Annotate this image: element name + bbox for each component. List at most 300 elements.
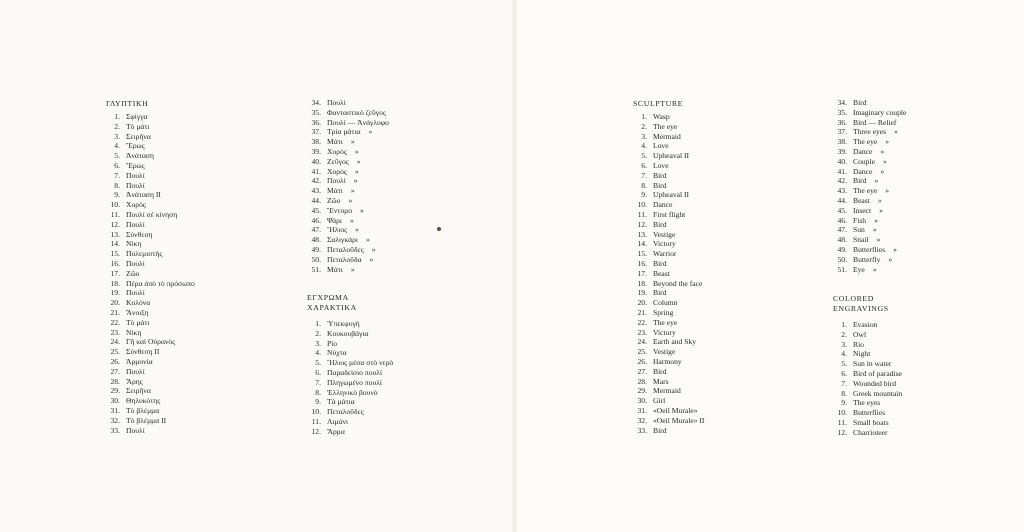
ditto-mark: » bbox=[369, 254, 374, 264]
list-item bbox=[833, 379, 1018, 389]
list-item bbox=[307, 407, 507, 417]
item-title: Imaginary couple bbox=[853, 107, 907, 117]
list-item bbox=[833, 398, 1018, 408]
item-title: Ἔρως bbox=[126, 160, 145, 170]
list-item bbox=[833, 428, 1018, 438]
item-number: 28. bbox=[110, 376, 120, 386]
item-number: 18. bbox=[637, 278, 647, 288]
item-number: 12. bbox=[110, 219, 120, 229]
item-title: Beast bbox=[653, 268, 670, 278]
item-number: 11. bbox=[311, 416, 321, 426]
item-title: Χορὸς bbox=[327, 166, 347, 176]
list-item bbox=[833, 369, 1018, 379]
list-item bbox=[633, 318, 823, 328]
item-number: 46. bbox=[837, 215, 847, 225]
item-title: «Oeil Murale» II bbox=[653, 415, 705, 425]
list-item bbox=[633, 171, 823, 181]
english-sculpture-continued-column bbox=[833, 98, 1018, 274]
item-number: 2. bbox=[114, 121, 120, 131]
item-number: 16. bbox=[637, 258, 647, 268]
english-engravings-column bbox=[833, 294, 1018, 438]
item-number: 3. bbox=[641, 131, 647, 141]
item-title: Πουλί bbox=[327, 176, 346, 186]
item-number: 21. bbox=[110, 307, 120, 317]
item-number: 8. bbox=[315, 387, 321, 397]
item-number: 16. bbox=[110, 258, 120, 268]
item-number: 5. bbox=[641, 151, 647, 161]
item-title: Bird of paradise bbox=[853, 368, 902, 378]
item-title: Bird — Relief bbox=[853, 117, 897, 127]
list-item bbox=[633, 386, 823, 396]
list-item bbox=[106, 269, 296, 279]
list-item bbox=[106, 406, 296, 416]
item-number: 10. bbox=[637, 200, 647, 210]
list-item bbox=[307, 137, 507, 147]
list-item bbox=[633, 122, 823, 132]
item-title: Ἔντομο bbox=[327, 205, 353, 215]
item-title: Night bbox=[853, 349, 871, 359]
item-number: 32. bbox=[110, 415, 120, 425]
list-item bbox=[106, 357, 296, 367]
item-title: Γῆ καὶ Οὐρανὸς bbox=[126, 337, 176, 347]
item-number: 34. bbox=[311, 98, 321, 107]
item-number: 30. bbox=[637, 396, 647, 406]
item-title: Spring bbox=[653, 307, 674, 317]
item-number: 25. bbox=[110, 347, 120, 357]
item-title: Bird bbox=[853, 98, 867, 107]
list-item bbox=[307, 98, 507, 108]
list-item bbox=[307, 388, 507, 398]
item-title: Harmony bbox=[653, 356, 682, 366]
item-title: Victory bbox=[653, 327, 676, 337]
item-title: Ψάρι bbox=[327, 215, 342, 225]
item-number: 20. bbox=[637, 298, 647, 308]
item-number: 36. bbox=[837, 117, 847, 127]
list-item bbox=[833, 176, 1018, 186]
item-title: Πεταλοῦδα bbox=[327, 254, 362, 264]
ditto-mark: » bbox=[880, 166, 885, 176]
list-item bbox=[633, 288, 823, 298]
item-title: Bird bbox=[853, 176, 867, 186]
item-number: 31. bbox=[637, 405, 647, 415]
item-title: Πεταλοῦδες bbox=[327, 407, 364, 417]
item-number: 17. bbox=[637, 268, 647, 278]
item-number: 36. bbox=[311, 117, 321, 127]
list-item bbox=[106, 132, 296, 142]
item-number: 27. bbox=[637, 366, 647, 376]
item-title: Ὑπεκφυγή bbox=[327, 319, 360, 328]
list-item bbox=[106, 122, 296, 132]
list-item bbox=[307, 235, 507, 245]
item-title: Πουλί bbox=[327, 98, 346, 107]
item-title: Κολόνα bbox=[126, 298, 151, 308]
list-item bbox=[833, 255, 1018, 265]
list-item bbox=[633, 426, 823, 436]
ink-spot-mark bbox=[437, 227, 441, 231]
item-number: 45. bbox=[311, 205, 321, 215]
item-title: Πέρα ἀπὸ τὸ πρόσωπο bbox=[126, 278, 195, 288]
item-number: 15. bbox=[637, 249, 647, 259]
list-item bbox=[633, 367, 823, 377]
list-item bbox=[307, 329, 507, 339]
item-title: Three eyes bbox=[853, 127, 887, 137]
item-number: 9. bbox=[114, 190, 120, 200]
greek-sculpture-column bbox=[106, 99, 296, 435]
list-item bbox=[633, 279, 823, 289]
list-item bbox=[633, 416, 823, 426]
item-title: Ἔρως bbox=[126, 141, 145, 151]
item-title: Wounded bird bbox=[853, 378, 897, 388]
item-title: Θηλυκότης bbox=[126, 396, 161, 406]
ditto-mark: » bbox=[885, 186, 890, 196]
item-number: 4. bbox=[641, 141, 647, 151]
list-item bbox=[633, 269, 823, 279]
item-title: Μάτι bbox=[327, 186, 343, 196]
item-title: Bird bbox=[653, 258, 667, 268]
item-number: 10. bbox=[311, 407, 321, 417]
item-title: Πολεμιστής bbox=[126, 249, 163, 259]
item-title: Φανταστικὸ ζεῦγος bbox=[327, 107, 386, 117]
item-title: Χορὸς bbox=[327, 146, 347, 156]
item-title: Couple bbox=[853, 156, 875, 166]
right-page bbox=[517, 0, 1024, 532]
item-title: Snail bbox=[853, 235, 869, 245]
item-title: Λιμάνι bbox=[327, 416, 349, 426]
item-number: 19. bbox=[637, 288, 647, 298]
item-number: 8. bbox=[114, 180, 120, 190]
list-item bbox=[307, 127, 507, 137]
item-title: Ζῶο bbox=[126, 268, 140, 278]
list-item bbox=[106, 426, 296, 436]
ditto-mark: » bbox=[365, 235, 370, 245]
list-item bbox=[106, 220, 296, 230]
item-number: 5. bbox=[315, 358, 321, 368]
item-title: Ἥλιος μέσα στὸ νερὸ bbox=[327, 358, 394, 368]
item-number: 47. bbox=[311, 225, 321, 235]
item-title: Love bbox=[653, 160, 669, 170]
item-title: Insect bbox=[853, 205, 872, 215]
list-item bbox=[833, 137, 1018, 147]
item-number: 9. bbox=[841, 398, 847, 408]
list-item bbox=[833, 418, 1018, 428]
item-number: 37. bbox=[311, 127, 321, 137]
list-item bbox=[307, 108, 507, 118]
item-title: «Oeil Murale» bbox=[653, 405, 698, 415]
item-title: Σύνθεση ΙΙ bbox=[126, 347, 160, 357]
list-item bbox=[106, 239, 296, 249]
item-title: Butterflies bbox=[853, 244, 886, 254]
item-title: Fish bbox=[853, 215, 867, 225]
item-title: Πουλί bbox=[126, 288, 145, 298]
item-title: Πληγωμένο πουλί bbox=[327, 377, 382, 387]
list-item bbox=[633, 200, 823, 210]
list-item bbox=[633, 328, 823, 338]
item-number: 4. bbox=[315, 348, 321, 358]
item-title: Πουλί — Ἀνάγλυφο bbox=[327, 117, 389, 127]
item-number: 21. bbox=[637, 307, 647, 317]
item-number: 3. bbox=[841, 339, 847, 349]
ditto-mark: » bbox=[894, 127, 898, 137]
item-number: 32. bbox=[637, 415, 647, 425]
item-title: Victory bbox=[653, 239, 676, 249]
item-number: 43. bbox=[311, 186, 321, 196]
item-number: 1. bbox=[841, 320, 847, 329]
list-item bbox=[106, 288, 296, 298]
item-title: Σειρῆνα bbox=[126, 386, 151, 396]
item-number: 17. bbox=[110, 268, 120, 278]
item-number: 8. bbox=[641, 180, 647, 190]
item-number: 1. bbox=[315, 319, 321, 328]
list-item bbox=[633, 259, 823, 269]
ditto-mark: » bbox=[371, 244, 376, 254]
item-title: Upheaval II bbox=[653, 151, 690, 161]
list-item bbox=[106, 161, 296, 171]
list-item bbox=[633, 132, 823, 142]
item-number: 30. bbox=[110, 396, 120, 406]
item-title: Butterflies bbox=[853, 408, 886, 418]
item-number: 22. bbox=[637, 317, 647, 327]
list-item bbox=[106, 367, 296, 377]
item-number: 12. bbox=[311, 426, 321, 436]
item-title: Ἄνοιξη bbox=[126, 307, 149, 317]
item-number: 11. bbox=[110, 209, 120, 219]
ditto-mark: » bbox=[354, 166, 359, 176]
ditto-mark: » bbox=[876, 235, 881, 245]
list-item bbox=[307, 206, 507, 216]
item-number: 29. bbox=[110, 386, 120, 396]
ditto-mark: » bbox=[888, 254, 893, 264]
list-item bbox=[833, 225, 1018, 235]
item-number: 2. bbox=[841, 329, 847, 339]
list-item bbox=[106, 386, 296, 396]
item-number: 24. bbox=[637, 337, 647, 347]
ditto-mark: » bbox=[348, 195, 353, 205]
item-title: Greek mountain bbox=[853, 388, 903, 398]
item-number: 7. bbox=[841, 378, 847, 388]
ditto-mark: » bbox=[350, 186, 355, 196]
item-number: 11. bbox=[837, 417, 847, 427]
item-title: Χορὸς bbox=[126, 200, 146, 210]
ditto-mark: » bbox=[882, 156, 887, 166]
item-number: 13. bbox=[637, 229, 647, 239]
english-engravings-list bbox=[833, 320, 1018, 438]
item-number: 3. bbox=[315, 338, 321, 348]
item-title: Column bbox=[653, 298, 678, 308]
item-number: 5. bbox=[841, 359, 847, 369]
list-item bbox=[307, 255, 507, 265]
item-title: Mars bbox=[653, 376, 669, 386]
list-item bbox=[833, 408, 1018, 418]
list-item bbox=[106, 377, 296, 387]
ditto-mark: » bbox=[368, 127, 373, 137]
list-item bbox=[307, 348, 507, 358]
greek-engravings-heading-line1: ΕΓΧΡΩΜΑ bbox=[307, 293, 349, 302]
list-item bbox=[106, 259, 296, 269]
ditto-mark: » bbox=[350, 264, 355, 274]
list-item bbox=[307, 167, 507, 177]
item-number: 28. bbox=[637, 376, 647, 386]
greek-sculpture-continued-column bbox=[307, 98, 507, 274]
list-item bbox=[106, 249, 296, 259]
list-item bbox=[833, 147, 1018, 157]
list-item bbox=[106, 151, 296, 161]
list-item bbox=[307, 216, 507, 226]
item-number: 33. bbox=[637, 425, 647, 435]
item-number: 9. bbox=[641, 190, 647, 200]
list-item bbox=[633, 141, 823, 151]
item-number: 14. bbox=[637, 239, 647, 249]
item-title: The eye bbox=[653, 121, 678, 131]
item-number: 37. bbox=[837, 127, 847, 137]
item-number: 51. bbox=[311, 264, 321, 274]
list-item bbox=[633, 377, 823, 387]
item-title: Ἄρης bbox=[126, 376, 143, 386]
item-title: The eye bbox=[653, 317, 678, 327]
item-title: Ἅρμα bbox=[327, 426, 345, 436]
item-number: 5. bbox=[114, 151, 120, 161]
item-title: Νίκη bbox=[126, 239, 142, 249]
item-title: Rio bbox=[853, 339, 864, 349]
ditto-mark: » bbox=[354, 146, 359, 156]
list-item bbox=[833, 167, 1018, 177]
list-item bbox=[307, 339, 507, 349]
item-number: 34. bbox=[837, 98, 847, 107]
list-item bbox=[833, 98, 1018, 108]
item-title: Ἥλιος bbox=[327, 225, 348, 235]
list-item bbox=[307, 265, 507, 275]
item-number: 15. bbox=[110, 249, 120, 259]
item-number: 40. bbox=[311, 156, 321, 166]
item-number: 20. bbox=[110, 298, 120, 308]
list-item bbox=[633, 406, 823, 416]
item-title: Τρία μάτια bbox=[327, 127, 361, 137]
item-number: 10. bbox=[837, 408, 847, 418]
item-title: Σύνθεση bbox=[126, 229, 153, 239]
item-title: Sun in water bbox=[853, 359, 892, 369]
item-title: Charrioteer bbox=[853, 427, 888, 437]
item-number: 35. bbox=[837, 107, 847, 117]
item-number: 4. bbox=[841, 349, 847, 359]
list-item bbox=[106, 190, 296, 200]
ditto-mark: » bbox=[885, 137, 890, 147]
item-number: 31. bbox=[110, 405, 120, 415]
item-title: Vestige bbox=[653, 347, 676, 357]
item-number: 14. bbox=[110, 239, 120, 249]
item-title: Πουλί bbox=[126, 180, 145, 190]
item-number: 12. bbox=[837, 427, 847, 437]
list-item bbox=[106, 112, 296, 122]
item-title: Νίκη bbox=[126, 327, 142, 337]
item-title: Beyond the face bbox=[653, 278, 703, 288]
item-title: Ἑλληνικὸ βουνὸ bbox=[327, 387, 378, 397]
item-number: 19. bbox=[110, 288, 120, 298]
item-title: Σαλιγκάρι bbox=[327, 235, 358, 245]
item-title: Μάτι bbox=[327, 137, 343, 147]
list-item bbox=[833, 330, 1018, 340]
list-item bbox=[106, 141, 296, 151]
item-number: 10. bbox=[110, 200, 120, 210]
item-title: Bird bbox=[653, 366, 667, 376]
item-title: Σφίγγα bbox=[126, 112, 148, 121]
item-number: 47. bbox=[837, 225, 847, 235]
list-item bbox=[633, 337, 823, 347]
item-number: 6. bbox=[114, 160, 120, 170]
item-title: Τὸ μάτι bbox=[126, 317, 150, 327]
list-item bbox=[106, 416, 296, 426]
item-number: 51. bbox=[837, 264, 847, 274]
item-number: 7. bbox=[114, 170, 120, 180]
list-item bbox=[833, 196, 1018, 206]
list-item bbox=[307, 157, 507, 167]
item-title: Τὰ μάτια bbox=[327, 397, 355, 407]
item-number: 44. bbox=[837, 195, 847, 205]
item-title: Bird bbox=[653, 288, 667, 298]
list-item bbox=[307, 358, 507, 368]
item-number: 39. bbox=[837, 146, 847, 156]
item-title: Owl bbox=[853, 329, 867, 339]
list-item bbox=[106, 308, 296, 318]
list-item bbox=[307, 417, 507, 427]
item-title: Πεταλοῦδες bbox=[327, 244, 364, 254]
item-title: Μάτι bbox=[327, 264, 343, 274]
item-number: 42. bbox=[311, 176, 321, 186]
item-title: Sun bbox=[853, 225, 865, 235]
item-number: 38. bbox=[837, 137, 847, 147]
item-number: 7. bbox=[315, 377, 321, 387]
ditto-mark: » bbox=[353, 176, 358, 186]
list-item bbox=[833, 359, 1018, 369]
ditto-mark: » bbox=[360, 205, 364, 215]
list-item bbox=[106, 328, 296, 338]
list-item bbox=[833, 108, 1018, 118]
ditto-mark: » bbox=[355, 225, 359, 235]
ditto-mark: » bbox=[879, 205, 883, 215]
list-item bbox=[833, 216, 1018, 226]
list-item bbox=[633, 396, 823, 406]
item-title: Vestige bbox=[653, 229, 676, 239]
list-item bbox=[106, 318, 296, 328]
item-number: 40. bbox=[837, 156, 847, 166]
ditto-mark: » bbox=[350, 137, 355, 147]
list-item bbox=[833, 265, 1018, 275]
list-item bbox=[307, 118, 507, 128]
item-number: 7. bbox=[641, 170, 647, 180]
ditto-mark: » bbox=[877, 195, 882, 205]
item-number: 39. bbox=[311, 146, 321, 156]
list-item bbox=[307, 427, 507, 437]
list-item bbox=[833, 157, 1018, 167]
list-item bbox=[833, 127, 1018, 137]
item-title: Ζεῦγος bbox=[327, 156, 349, 166]
item-number: 26. bbox=[637, 356, 647, 366]
item-number: 2. bbox=[315, 328, 321, 338]
item-title: Girl bbox=[653, 396, 666, 406]
item-number: 41. bbox=[311, 166, 321, 176]
list-item bbox=[106, 171, 296, 181]
list-item bbox=[307, 186, 507, 196]
list-item bbox=[633, 220, 823, 230]
list-item bbox=[106, 181, 296, 191]
item-title: Beast bbox=[853, 195, 870, 205]
list-item bbox=[106, 279, 296, 289]
item-number: 11. bbox=[637, 209, 647, 219]
item-number: 23. bbox=[110, 327, 120, 337]
item-number: 24. bbox=[110, 337, 120, 347]
item-title: The eyes bbox=[853, 398, 881, 408]
greek-engravings-column bbox=[307, 293, 507, 437]
list-item bbox=[633, 308, 823, 318]
item-title: Eye bbox=[853, 264, 865, 274]
